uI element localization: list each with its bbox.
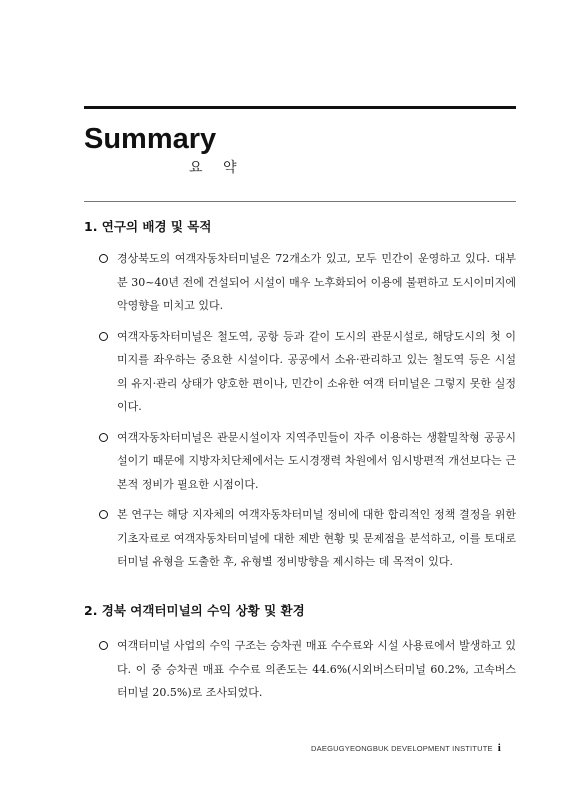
bullet-text: 경상북도의 여객자동차터미널은 72개소가 있고, 모두 민간이 운영하고 있다. 대부분 30~40년 전에 건설되어 시설이 매우 노후화되어 이용에 불편하고 도시이미지에 악영향을 미치고 있다. bbox=[117, 252, 516, 312]
bullet-text: 여객자동차터미널은 철도역, 공항 등과 같이 도시의 관문시설로, 해당도시의 첫 이미지를 좌우하는 중요한 시설이다. 공공에서 소유·관리하고 있는 철도역 등은 시설의 유지·관리 상태가 양호한 편이나, 민간이 소유한 여객 터미널은 그렇지 못한 실정이다. bbox=[117, 329, 516, 413]
circle-bullet-icon bbox=[99, 510, 108, 519]
footer-institute: DAEGUGYEONGBUK DEVELOPMENT INSTITUTE bbox=[311, 744, 493, 753]
page-subtitle: 요 약 bbox=[189, 160, 245, 176]
section-heading-revenue: 2. 경북 여객터미널의 수익 상황 및 환경 bbox=[84, 603, 305, 618]
bullet-item bbox=[96, 247, 516, 318]
circle-bullet-icon bbox=[99, 433, 108, 442]
page-footer bbox=[311, 742, 501, 754]
bullet-item bbox=[96, 503, 516, 574]
top-rule bbox=[84, 106, 516, 109]
bullet-text: 여객터미널 사업의 수익 구조는 승차권 매표 수수료와 시설 사용료에서 발생하고 있다. 이 중 승차권 매표 수수료 의존도는 44.6%(시외버스터미널 60.2%, 고속버스터미널 20.5%)로 조사되었다. bbox=[117, 639, 516, 699]
bullet-item bbox=[96, 634, 516, 705]
bullet-item bbox=[96, 325, 516, 419]
page-number: i bbox=[497, 742, 501, 754]
section-1-bullets bbox=[96, 247, 516, 581]
bullet-text: 여객자동차터미널은 관문시설이자 지역주민들이 자주 이용하는 생활밀착형 공공시설이기 때문에 지방자치단체에서는 도시경쟁력 차원에서 임시방편적 개선보다는 근본적 정비가 필요한 시점이다. bbox=[117, 430, 516, 491]
circle-bullet-icon bbox=[99, 332, 108, 341]
header-divider bbox=[84, 201, 516, 202]
section-2-bullets bbox=[96, 634, 516, 712]
section-heading-background: 1. 연구의 배경 및 목적 bbox=[84, 219, 212, 234]
bullet-text: 본 연구는 해당 지자체의 여객자동차터미널 정비에 대한 합리적인 정책 결정을 위한 기초자료로 여객자동차터미널에 대한 제반 현황 및 문제점을 분석하고, 이를 토대로 터미널 유형을 도출한 후, 유형별 정비방향을 제시하는 데 목적이 있다. bbox=[117, 508, 516, 568]
circle-bullet-icon bbox=[99, 254, 108, 263]
bullet-item bbox=[96, 426, 516, 497]
page-title: Summary bbox=[84, 123, 217, 155]
circle-bullet-icon bbox=[99, 641, 108, 650]
